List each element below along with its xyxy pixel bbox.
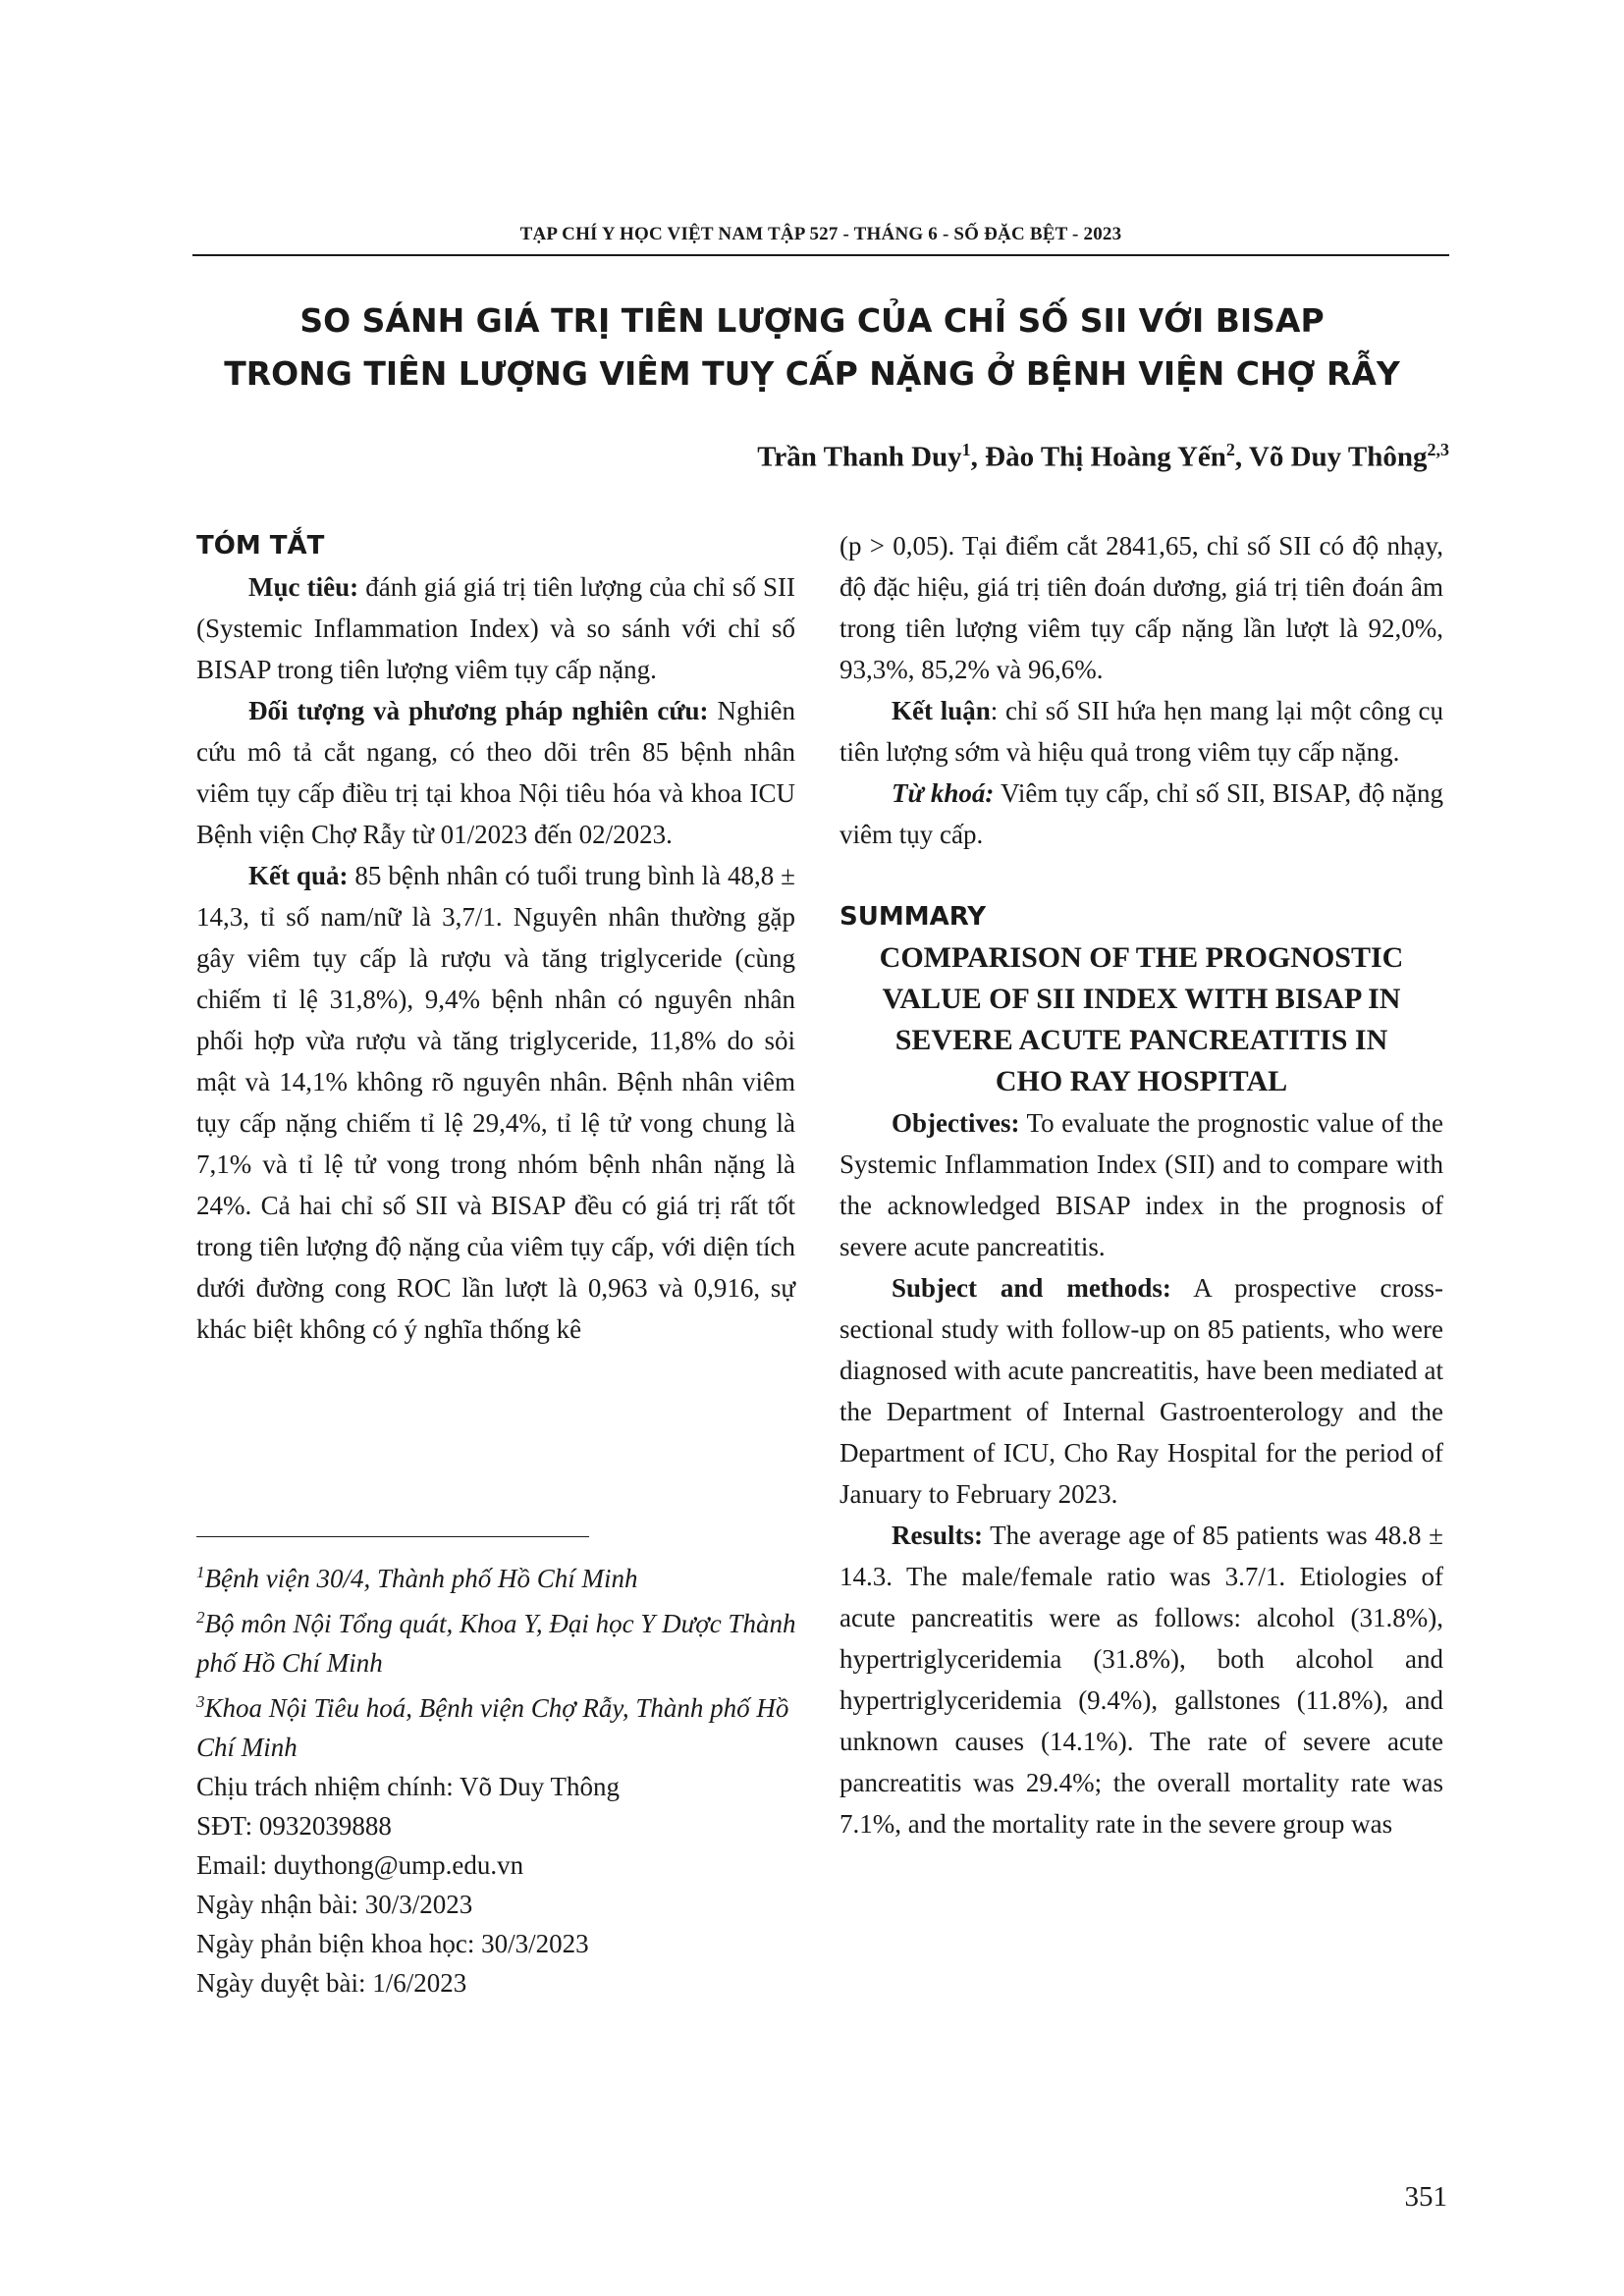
english-title <box>839 937 1443 1102</box>
author-separator: , <box>970 441 986 473</box>
conclusion-vi <box>839 690 1443 773</box>
header-rule <box>192 254 1449 256</box>
results-en <box>839 1515 1443 1844</box>
journal-header: TẠP CHÍ Y HỌC VIỆT NAM TẬP 527 - THÁNG 6 - SỐ ĐẶC BỆT - 2023 <box>519 224 1122 244</box>
date-accepted: Ngày duyệt bài: 1/6/2023 <box>196 1968 467 1998</box>
author-name: Đào Thị Hoàng Yến <box>985 441 1226 473</box>
page-number: 351 <box>1404 2181 1447 2213</box>
affiliation-3 <box>196 1682 805 1767</box>
left-column <box>196 525 795 1350</box>
objectives-vi-text: đánh giá giá trị tiên lượng của chỉ số SII (Systemic Inflammation Index) và so sánh với chỉ số BISAP trong tiên lượng viêm tụy cấp nặng. <box>196 572 796 684</box>
results-en-label: Results: <box>892 1521 983 1550</box>
affiliation-2-mark: 2 <box>196 1608 205 1627</box>
results-vi-text: 85 bệnh nhân có tuổi trung bình là 48,8 ± 14,3, tỉ số nam/nữ là 3,7/1. Nguyên nhân thường gặp gây viêm tụy cấp là rượu và tăng triglyceride (cùng chiếm tỉ lệ 31,8%), 9,4% bệnh nhân có nguyên nhân phối hợp vừa rượu và tăng triglyceride, 11,8% do sỏi mật và 14,1% không rõ nguyên nhân. Bệnh nhân viêm tụy cấp nặng chiếm tỉ lệ 29,4%, tỉ lệ tử vong chung là 7,1% và tỉ lệ tử vong trong nhóm bệnh nhân nặng là 24%. Cả hai chỉ số SII và BISAP đều có giá trị rất tốt trong tiên lượng độ nặng của viêm tụy cấp, với diện tích dưới đường cong ROC lần lượt là 0,963 và 0,916, sự khác biệt không có ý nghĩa thống kê <box>196 861 795 1344</box>
tomtat-heading: TÓM TẮT <box>196 531 325 561</box>
author-name: Trần Thanh Duy <box>757 441 962 473</box>
author-separator: , <box>1234 441 1249 473</box>
results-vi-continued: (p > 0,05). Tại điểm cắt 2841,65, chỉ số SII có độ nhạy, độ đặc hiệu, giá trị tiên đoán dương, giá trị tiên đoán âm trong tiên lượng viêm tụy cấp nặng lần lượt là 92,0%, 93,3%, 85,2% và 96,6%. <box>839 531 1443 684</box>
results-vi-label: Kết quả: <box>248 861 349 890</box>
date-reviewed: Ngày phản biện khoa học: 30/3/2023 <box>196 1929 589 1958</box>
affiliation-1 <box>196 1553 805 1598</box>
methods-vi-label: Đối tượng và phương pháp nghiên cứu: <box>248 696 709 725</box>
affiliation-3-mark: 3 <box>196 1692 205 1711</box>
english-title-line: CHO RAY HOSPITAL <box>995 1065 1288 1097</box>
footnotes <box>196 1553 805 2002</box>
author-affiliation-mark: 2 <box>1225 440 1235 459</box>
english-title-line: COMPARISON OF THE PROGNOSTIC <box>879 941 1404 974</box>
email-address: Email: duythong@ump.edu.vn <box>196 1850 524 1880</box>
affiliation-2 <box>196 1598 805 1682</box>
date-received: Ngày nhận bài: 30/3/2023 <box>196 1890 473 1919</box>
keywords-vi <box>839 773 1443 855</box>
methods-en-text: A prospective cross-sectional study with follow-up on 85 patients, who were diagnosed with acute pancreatitis, have been mediated at the Department of Internal Gastroenterology and the Department of ICU, Cho Ray Hospital for the period of January to February 2023. <box>839 1273 1444 1509</box>
objectives-en <box>839 1102 1443 1267</box>
affiliation-2-text: Bộ môn Nội Tổng quát, Khoa Y, Đại học Y Dược Thành phố Hồ Chí Minh <box>196 1609 796 1678</box>
keywords-vi-label: Từ khoá: <box>892 778 995 808</box>
author-affiliation-mark: 1 <box>961 440 971 459</box>
author-affiliation-mark: 2,3 <box>1427 440 1449 459</box>
methods-vi-text: Nghiên cứu mô tả cắt ngang, có theo dõi trên 85 bệnh nhân viêm tụy cấp điều trị tại khoa Nội tiêu hóa và khoa ICU Bệnh viện Chợ Rẫy từ 01/2023 đến 02/2023. <box>196 696 795 849</box>
affiliation-3-text: Khoa Nội Tiêu hoá, Bệnh viện Chợ Rẫy, Thành phố Hồ Chí Minh <box>196 1693 789 1762</box>
phone-number: SĐT: 0932039888 <box>196 1811 392 1841</box>
objectives-en-text: To evaluate the prognostic value of the Systemic Inflammation Index (SII) and to compare with the acknowledged BISAP index in the prognosis of severe acute pancreatitis. <box>839 1108 1443 1261</box>
results-vi <box>196 855 795 1350</box>
conclusion-vi-label: Kết luận <box>892 696 991 725</box>
footnote-rule <box>196 1536 589 1537</box>
author-list <box>757 440 1449 474</box>
objectives-en-label: Objectives: <box>892 1108 1020 1138</box>
objectives-vi-label: Mục tiêu: <box>248 572 359 602</box>
keywords-vi-text: Viêm tụy cấp, chỉ số SII, BISAP, độ nặng viêm tụy cấp. <box>839 778 1444 849</box>
summary-heading: SUMMARY <box>839 902 987 932</box>
right-column <box>839 525 1443 1844</box>
affiliation-1-text: Bệnh viện 30/4, Thành phố Hồ Chí Minh <box>204 1564 638 1593</box>
corresponding-author: Chịu trách nhiệm chính: Võ Duy Thông <box>196 1772 620 1801</box>
author-name: Võ Duy Thông <box>1248 441 1428 473</box>
methods-en-label: Subject and methods: <box>892 1273 1171 1303</box>
conclusion-vi-text: : chỉ số SII hứa hẹn mang lại một công cụ tiên lượng sớm và hiệu quả trong viêm tụy cấp nặng. <box>839 696 1443 767</box>
methods-vi <box>196 690 795 855</box>
affiliation-1-mark: 1 <box>196 1563 205 1581</box>
article-title <box>147 294 1477 400</box>
english-title-line: VALUE OF SII INDEX WITH BISAP IN <box>882 983 1401 1015</box>
methods-en <box>839 1267 1443 1515</box>
title-line-1: SO SÁNH GIÁ TRỊ TIÊN LƯỢNG CỦA CHỈ SỐ SII VỚI BISAP <box>299 301 1325 340</box>
objectives-vi <box>196 566 795 690</box>
results-en-text: The average age of 85 patients was 48.8 ± 14.3. The male/female ratio was 3.7/1. Etiologies of acute pancreatitis were as follows: alcohol (31.8%), hypertriglyceridemia (31.8%), both alcohol and hypertriglyceridemia (9.4%), gallstones (11.8%), and unknown causes (14.1%). The rate of severe acute pancreatitis was 29.4%; the overall mortality rate was 7.1%, and the mortality rate in the severe group was <box>839 1521 1443 1839</box>
english-title-line: SEVERE ACUTE PANCREATITIS IN <box>894 1024 1388 1056</box>
title-line-2: TRONG TIÊN LƯỢNG VIÊM TUỴ CẤP NẶNG Ở BỆNH VIỆN CHỢ RẪY <box>224 354 1400 393</box>
